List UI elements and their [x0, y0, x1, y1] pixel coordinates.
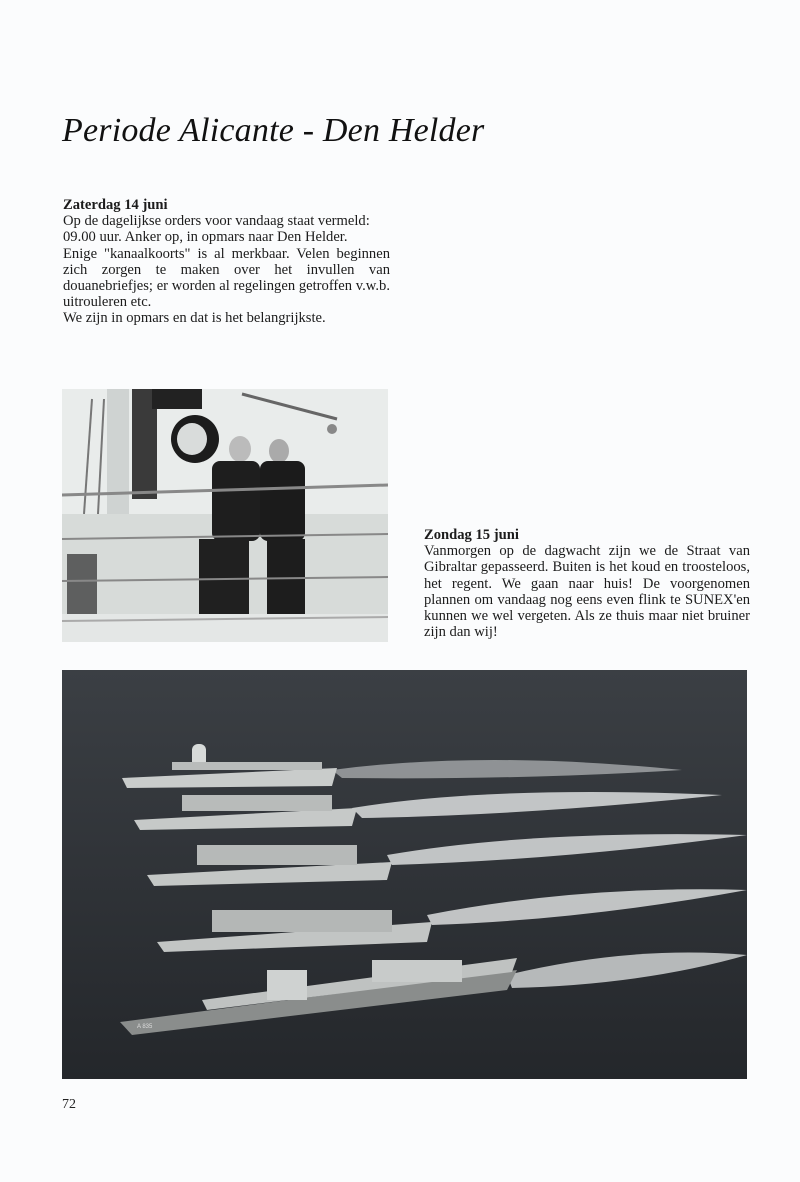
section-heading: Zaterdag 14 juni [63, 197, 168, 213]
paragraph: Op de dagelijkse orders voor vandaag staat vermeld: [63, 213, 370, 230]
section-zaterdag [63, 197, 390, 327]
ships-formation-image [62, 670, 747, 1079]
paragraph: Vanmorgen op de dagwacht zijn we de Straat van Gibraltar gepasseerd. Buiten is het koud en troosteloos, het regent. We gaan naar huis! De voorgenomen plannen om vandaag nog eens even flink te SUNEX'en kunnen we wel vergeten. Als ze thuis maar niet bruiner zijn dan wij! [424, 543, 750, 641]
section-heading: Zondag 15 juni [424, 527, 519, 543]
page-title: Periode Alicante - Den Helder [62, 112, 485, 149]
hull-marking: A 835 [137, 1024, 153, 1030]
photo-crew-searchlight [62, 389, 388, 642]
paragraph: 09.00 uur. Anker op, in opmars naar Den Helder. [63, 229, 348, 246]
paragraph: We zijn in opmars en dat is het belangrijkste. [63, 310, 326, 327]
paragraph: Enige "kanaalkoorts" is al merkbaar. Velen beginnen zich zorgen te maken over het invullen van douanebriefjes; er worden al regelingen getroffen v.w.b. uitrouleren etc. [63, 245, 390, 311]
section-zondag [424, 527, 750, 640]
photo-ships-formation [62, 670, 747, 1079]
crew-searchlight-image [62, 389, 388, 642]
page-number: 72 [62, 1097, 76, 1112]
